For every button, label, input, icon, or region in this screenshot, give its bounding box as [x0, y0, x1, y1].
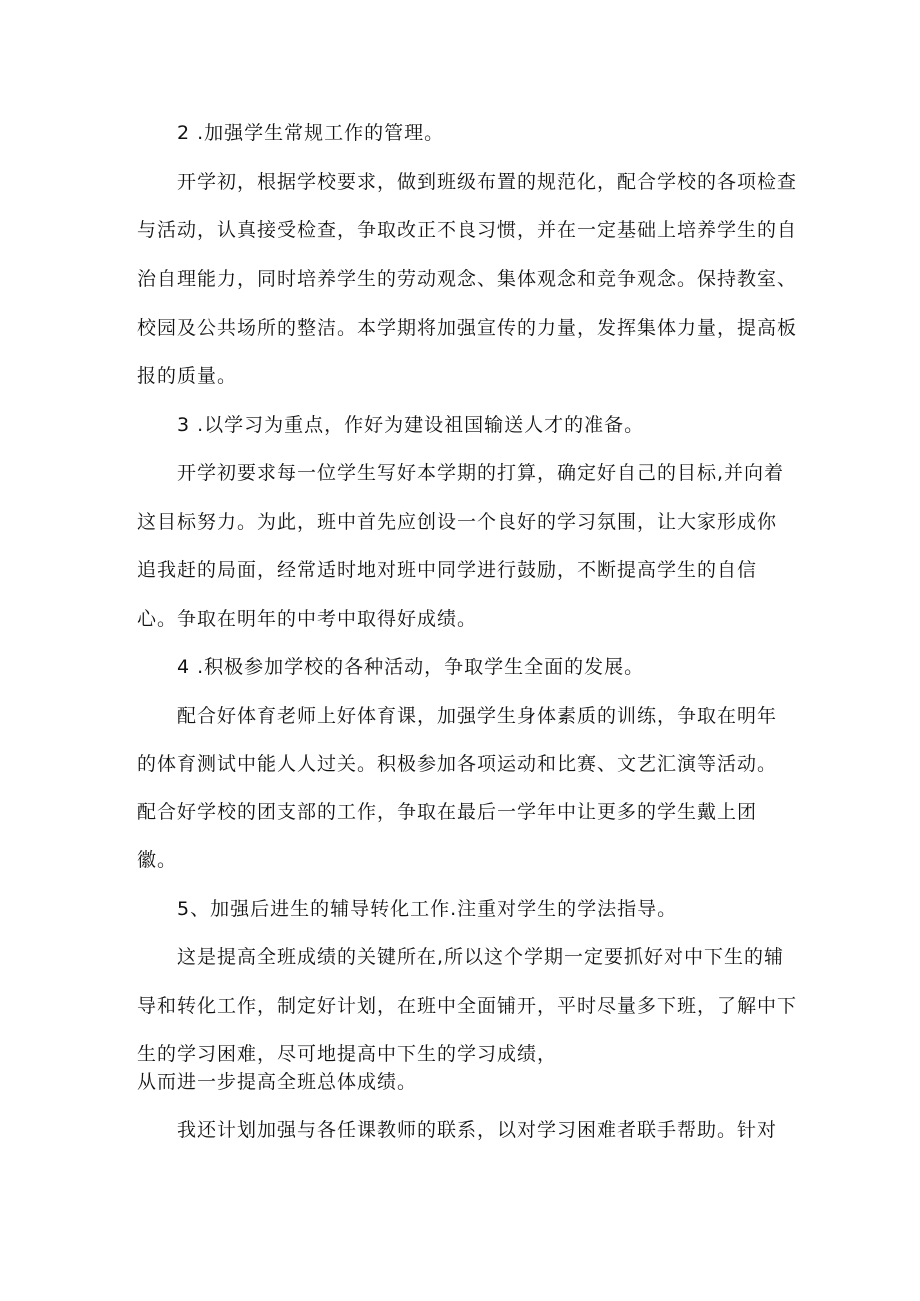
section-heading-3: 3 .以学习为重点，作好为建设祖国输送人才的准备。 — [177, 414, 645, 436]
paragraph-line: 校园及公共场所的整洁。本学期将加强宣传的力量，发挥集体力量，提高板 — [137, 317, 798, 339]
paragraph-line: 生的学习困难，尽可地提高中下生的学习成绩， — [137, 1043, 558, 1065]
paragraph-line: 开学初，根据学校要求，做到班级布置的规范化，配合学校的各项检查 — [177, 171, 798, 193]
paragraph-line: 从而进一步提高全班总体成绩。 — [137, 1071, 418, 1093]
paragraph-line: 这目标努力。为此，班中首先应创设一个良好的学习氛围，让大家形成你 — [137, 511, 778, 533]
paragraph-line: 配合好体育老师上好体育课，加强学生身体素质的训练，争取在明年 — [177, 705, 778, 727]
section-heading-5: 5、加强后进生的辅导转化工作.注重对学生的学法指导。 — [177, 898, 678, 920]
paragraph-line: 徽。 — [137, 849, 178, 871]
paragraph-line: 与活动，认真接受检查，争取改正不良习惯，并在一定基础上培养学生的自 — [137, 219, 798, 241]
paragraph-line: 这是提高全班成绩的关键所在,所以这个学期一定要抓好对中下生的辅 — [177, 946, 785, 968]
paragraph-line: 我还计划加强与各任课教师的联系，以对学习困难者联手帮助。针对 — [177, 1119, 778, 1141]
paragraph-line: 的体育测试中能人人过关。积极参加各项运动和比赛、文艺汇演等活动。 — [137, 753, 778, 775]
paragraph-line: 心。争取在明年的中考中取得好成绩。 — [137, 608, 478, 630]
paragraph-line: 配合好学校的团支部的工作，争取在最后一学年中让更多的学生戴上团 — [137, 801, 758, 823]
paragraph-line: 开学初要求每一位学生写好本学期的打算，确定好自己的目标,并向着 — [177, 462, 785, 484]
section-heading-2: 2 .加强学生常规工作的管理。 — [177, 122, 445, 144]
paragraph-line: 报的质量。 — [137, 365, 238, 387]
paragraph-line: 导和转化工作，制定好计划，在班中全面铺开，平时尽量多下班，了解中下 — [137, 995, 798, 1017]
paragraph-line: 治自理能力，同时培养学生的劳动观念、集体观念和竞争观念。保持教室、 — [137, 268, 798, 290]
paragraph-line: 追我赶的局面，经常适时地对班中同学进行鼓励，不断提高学生的自信 — [137, 559, 758, 581]
section-heading-4: 4 .积极参加学校的各种活动，争取学生全面的发展。 — [177, 656, 645, 678]
